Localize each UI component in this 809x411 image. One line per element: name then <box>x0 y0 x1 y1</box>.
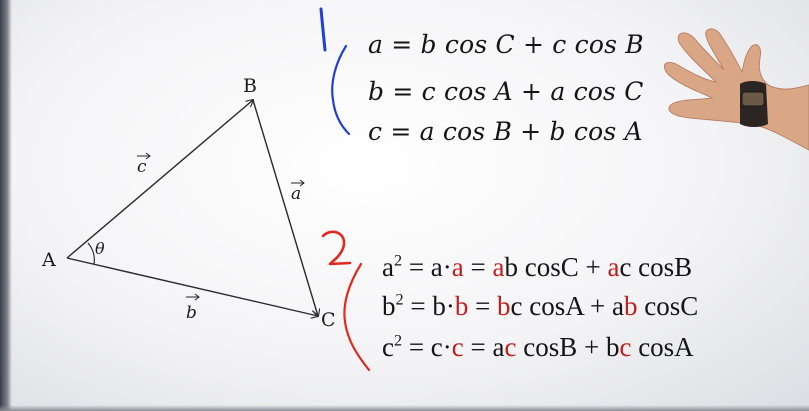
equation-rhs: = b cos C + c cos B <box>391 30 644 59</box>
equation-lhs: c <box>368 117 383 146</box>
vector-c-label <box>137 153 150 177</box>
blue-bracket <box>332 46 349 134</box>
vector-b-label <box>186 294 199 323</box>
dot-equation-row-c: $c^2 = c\cdot c$ = ac cosB + bc cosA <box>382 331 694 362</box>
angle-arc <box>88 243 94 264</box>
svg-text:a: a <box>291 184 302 204</box>
presenter-hand <box>664 29 809 150</box>
equation-row-a <box>368 30 644 59</box>
dot-equation-row-a: $a^2 = a\cdot a$ = ab cosC + ac cosB <box>382 251 693 282</box>
side-a-vector <box>253 100 318 316</box>
svg-text:b: b <box>186 303 197 323</box>
equation-row-c <box>368 117 643 146</box>
equation-rhs: = c cos A + a cos C <box>392 77 644 106</box>
equation-lhs: a <box>368 30 384 59</box>
vertex-c-label: C <box>321 309 336 331</box>
equation-lhs: b <box>368 77 385 106</box>
vertex-a-label: A <box>42 249 56 271</box>
handwritten-number-2 <box>323 232 350 264</box>
vertex-b-label: B <box>243 75 257 97</box>
handwritten-number-1 <box>321 9 325 50</box>
side-c-vector <box>67 100 253 258</box>
equation-rhs: = a cos B + b cos A <box>390 117 643 146</box>
svg-text:c: c <box>137 157 147 177</box>
dot-equation-row-b: $b^2 = b\cdot b$ = bc cosA + ab cosC <box>382 290 699 321</box>
vector-a-label <box>291 180 304 204</box>
red-bracket <box>344 264 369 370</box>
equation-row-b <box>368 77 644 106</box>
angle-theta-label: θ <box>95 239 105 258</box>
